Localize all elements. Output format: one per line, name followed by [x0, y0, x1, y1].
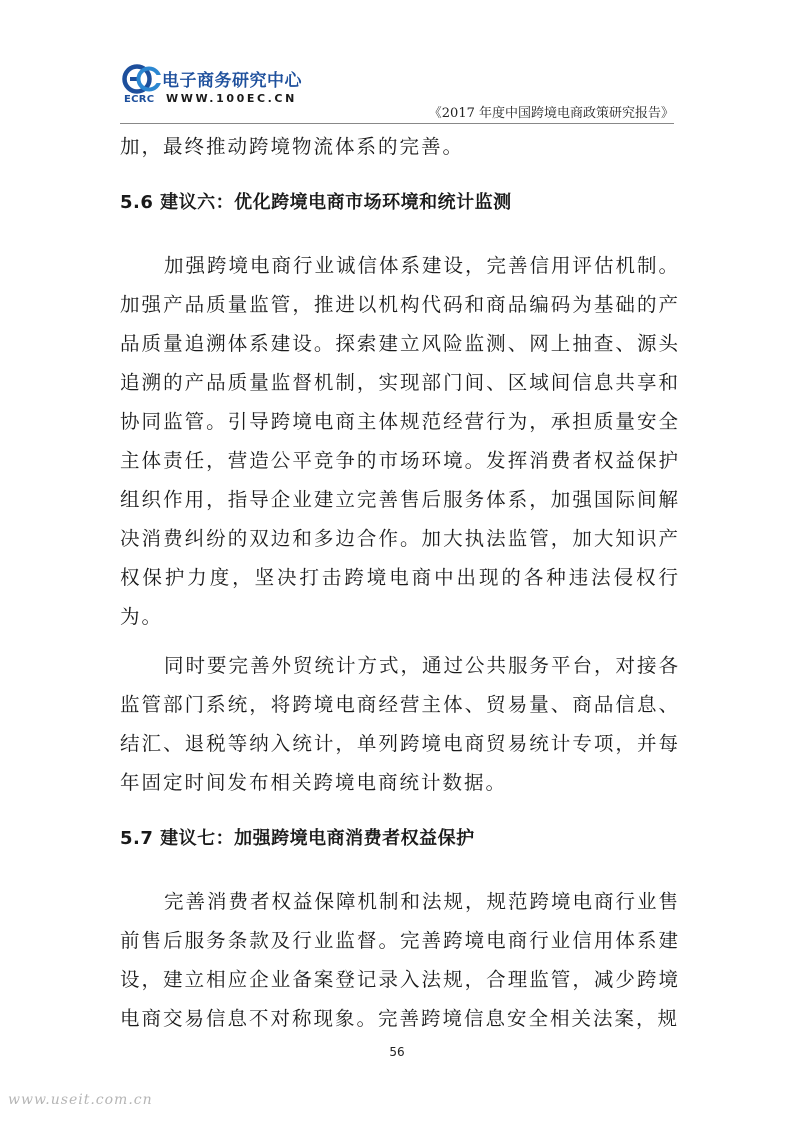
page-header — [0, 0, 794, 130]
header-divider — [120, 123, 674, 124]
report-title: 《2017 年度中国跨境电商政策研究报告》 — [428, 106, 674, 121]
watermark: www.useit.com.cn — [8, 1092, 153, 1108]
section-heading-5-7: 5.7 建议七：加强跨境电商消费者权益保护 — [120, 828, 475, 849]
ecrc-logo-icon — [122, 64, 162, 94]
logo-url: WWW.100EC.CN — [166, 92, 297, 105]
ecrc-logo — [122, 64, 322, 108]
section-5-7-paragraph-1: 完善消费者权益保障机制和法规，规范跨境电商行业售前售后服务条款及行业监督。完善跨境电商行业信用体系建设，建立相应企业备案登记录入法规，合理监管，减少跨境电商交易信息不对称现象。完善跨境信息安全相关法案，规 — [120, 890, 681, 1030]
section-5-6-paragraph-1: 加强跨境电商行业诚信体系建设，完善信用评估机制。加强产品质量监管，推进以机构代码和商品编码为基础的产品质量追溯体系建设。探索建立风险监测、网上抽查、源头追溯的产品质量监督机制，实现部门间、区域间信息共享和协同监管。引导跨境电商主体规范经营行为，承担质量安全主体责任，营造公平竞争的市场环境。发挥消费者权益保护组织作用，指导企业建立完善售后服务体系，加强国际间解决消费纠纷的双边和多边合作。加大执法监管，加大知识产权保护力度，坚决打击跨境电商中出现的各种违法侵权行为。 — [120, 254, 681, 628]
continuation-paragraph: 加，最终推动跨境物流体系的完善。 — [120, 135, 465, 158]
section-heading-5-6: 5.6 建议六：优化跨境电商市场环境和统计监测 — [120, 192, 512, 213]
logo-abbreviation: ECRC — [124, 94, 155, 105]
section-5-6-paragraph-2: 同时要完善外贸统计方式，通过公共服务平台，对接各监管部门系统，将跨境电商经营主体、贸易量、商品信息、结汇、退税等纳入统计，单列跨境电商贸易统计专项，并每年固定时间发布相关跨境电商统计数据。 — [120, 654, 681, 794]
logo-name: 电子商务研究中心 — [162, 71, 302, 91]
page-body — [120, 127, 680, 1038]
page-number: 56 — [389, 1045, 405, 1059]
